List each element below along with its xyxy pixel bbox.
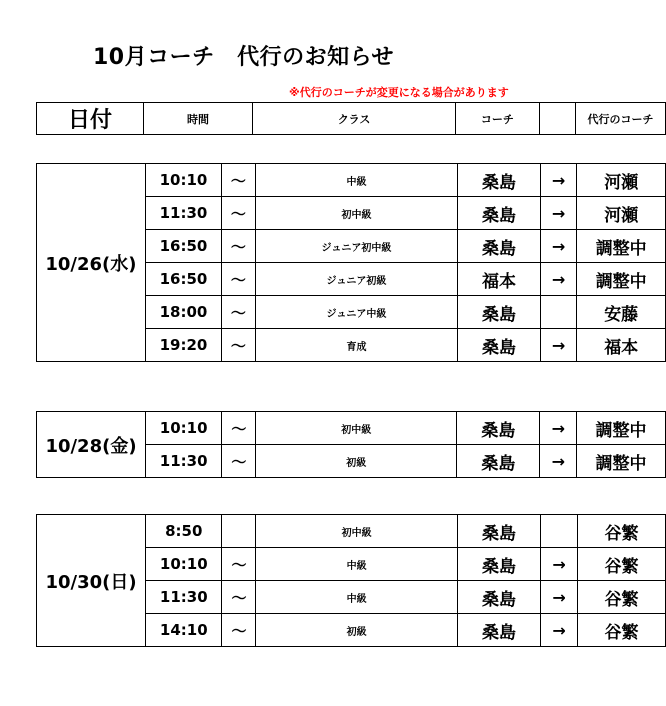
class-cell: 中級	[256, 548, 457, 581]
time-cell: 10:10	[146, 548, 222, 581]
sub-coach-cell: 河瀬	[577, 197, 666, 230]
sub-coach-cell: 谷繁	[577, 581, 665, 614]
class-cell: ジュニア初中級	[255, 230, 457, 263]
tilde-cell: 〜	[222, 445, 256, 478]
table-row	[37, 412, 666, 445]
time-cell: 14:10	[146, 614, 222, 647]
table-row	[37, 515, 666, 548]
tilde-cell: 〜	[222, 581, 256, 614]
header-time: 時間	[144, 103, 253, 135]
arrow-cell	[540, 296, 577, 329]
sub-coach-cell: 調整中	[577, 263, 666, 296]
coach-cell: 桑島	[458, 230, 541, 263]
time-cell: 16:50	[145, 230, 221, 263]
tilde-cell: 〜	[222, 230, 256, 263]
tilde-cell: 〜	[222, 412, 256, 445]
class-cell: 初級	[256, 445, 457, 478]
class-cell: 初中級	[256, 515, 457, 548]
date-cell: 10/30(日)	[37, 515, 146, 647]
arrow-cell: →	[540, 412, 577, 445]
sub-coach-cell: 谷繁	[577, 515, 665, 548]
tilde-cell: 〜	[222, 614, 256, 647]
schedule-section-1026	[36, 163, 666, 362]
tilde-cell: 〜	[222, 197, 256, 230]
coach-cell: 桑島	[457, 412, 540, 445]
time-cell: 10:10	[145, 164, 221, 197]
coach-cell: 桑島	[457, 445, 540, 478]
arrow-cell: →	[540, 164, 577, 197]
schedule-header	[36, 102, 666, 135]
class-cell: 中級	[256, 581, 457, 614]
coach-cell: 桑島	[458, 197, 541, 230]
sub-coach-cell: 安藤	[577, 296, 666, 329]
arrow-cell: →	[540, 263, 577, 296]
sub-coach-cell: 谷繁	[577, 548, 665, 581]
class-cell: 初中級	[256, 412, 457, 445]
time-cell: 10:10	[146, 412, 222, 445]
time-cell: 8:50	[146, 515, 222, 548]
sub-coach-cell: 調整中	[577, 230, 666, 263]
time-cell: 11:30	[146, 445, 222, 478]
page-title: 10月コーチ 代行のお知らせ	[93, 45, 394, 70]
sub-coach-cell: 河瀬	[577, 164, 666, 197]
coach-cell: 桑島	[458, 329, 541, 362]
header-date: 日付	[37, 103, 144, 135]
header-coach: コーチ	[456, 103, 540, 135]
schedule-section-1028	[36, 411, 666, 478]
time-cell: 18:00	[145, 296, 221, 329]
coach-cell: 桑島	[457, 548, 540, 581]
header-arrow	[539, 103, 575, 135]
sub-coach-cell: 調整中	[577, 412, 666, 445]
coach-cell: 福本	[458, 263, 541, 296]
class-cell: 初中級	[255, 197, 457, 230]
arrow-cell: →	[541, 548, 578, 581]
class-cell: 中級	[255, 164, 457, 197]
arrow-cell: →	[541, 581, 578, 614]
class-cell: ジュニア中級	[255, 296, 457, 329]
tilde-cell: 〜	[222, 164, 256, 197]
header-row	[37, 103, 666, 135]
tilde-cell: 〜	[222, 548, 256, 581]
tilde-cell: 〜	[222, 296, 256, 329]
tilde-cell	[222, 515, 256, 548]
time-cell: 11:30	[146, 581, 222, 614]
arrow-cell: →	[540, 329, 577, 362]
date-cell: 10/26(水)	[37, 164, 146, 362]
sub-coach-cell: 福本	[577, 329, 666, 362]
time-cell: 11:30	[145, 197, 221, 230]
coach-cell: 桑島	[457, 515, 540, 548]
coach-cell: 桑島	[458, 164, 541, 197]
arrow-cell: →	[540, 445, 577, 478]
arrow-cell: →	[541, 614, 578, 647]
sub-coach-cell: 調整中	[577, 445, 666, 478]
tilde-cell: 〜	[222, 329, 256, 362]
schedule-section-1030	[36, 514, 666, 647]
change-notice: ※代行のコーチが変更になる場合があります	[289, 86, 509, 99]
date-cell: 10/28(金)	[37, 412, 146, 478]
header-class: クラス	[253, 103, 456, 135]
time-cell: 19:20	[145, 329, 221, 362]
coach-cell: 桑島	[458, 296, 541, 329]
tilde-cell: 〜	[222, 263, 256, 296]
class-cell: 初級	[256, 614, 457, 647]
time-cell: 16:50	[145, 263, 221, 296]
sub-coach-cell: 谷繁	[577, 614, 665, 647]
header-sub-coach: 代行のコーチ	[576, 103, 666, 135]
coach-cell: 桑島	[457, 581, 540, 614]
class-cell: ジュニア初級	[255, 263, 457, 296]
arrow-cell: →	[540, 230, 577, 263]
table-row	[37, 164, 666, 197]
arrow-cell: →	[540, 197, 577, 230]
arrow-cell	[541, 515, 578, 548]
class-cell: 育成	[255, 329, 457, 362]
coach-cell: 桑島	[457, 614, 540, 647]
